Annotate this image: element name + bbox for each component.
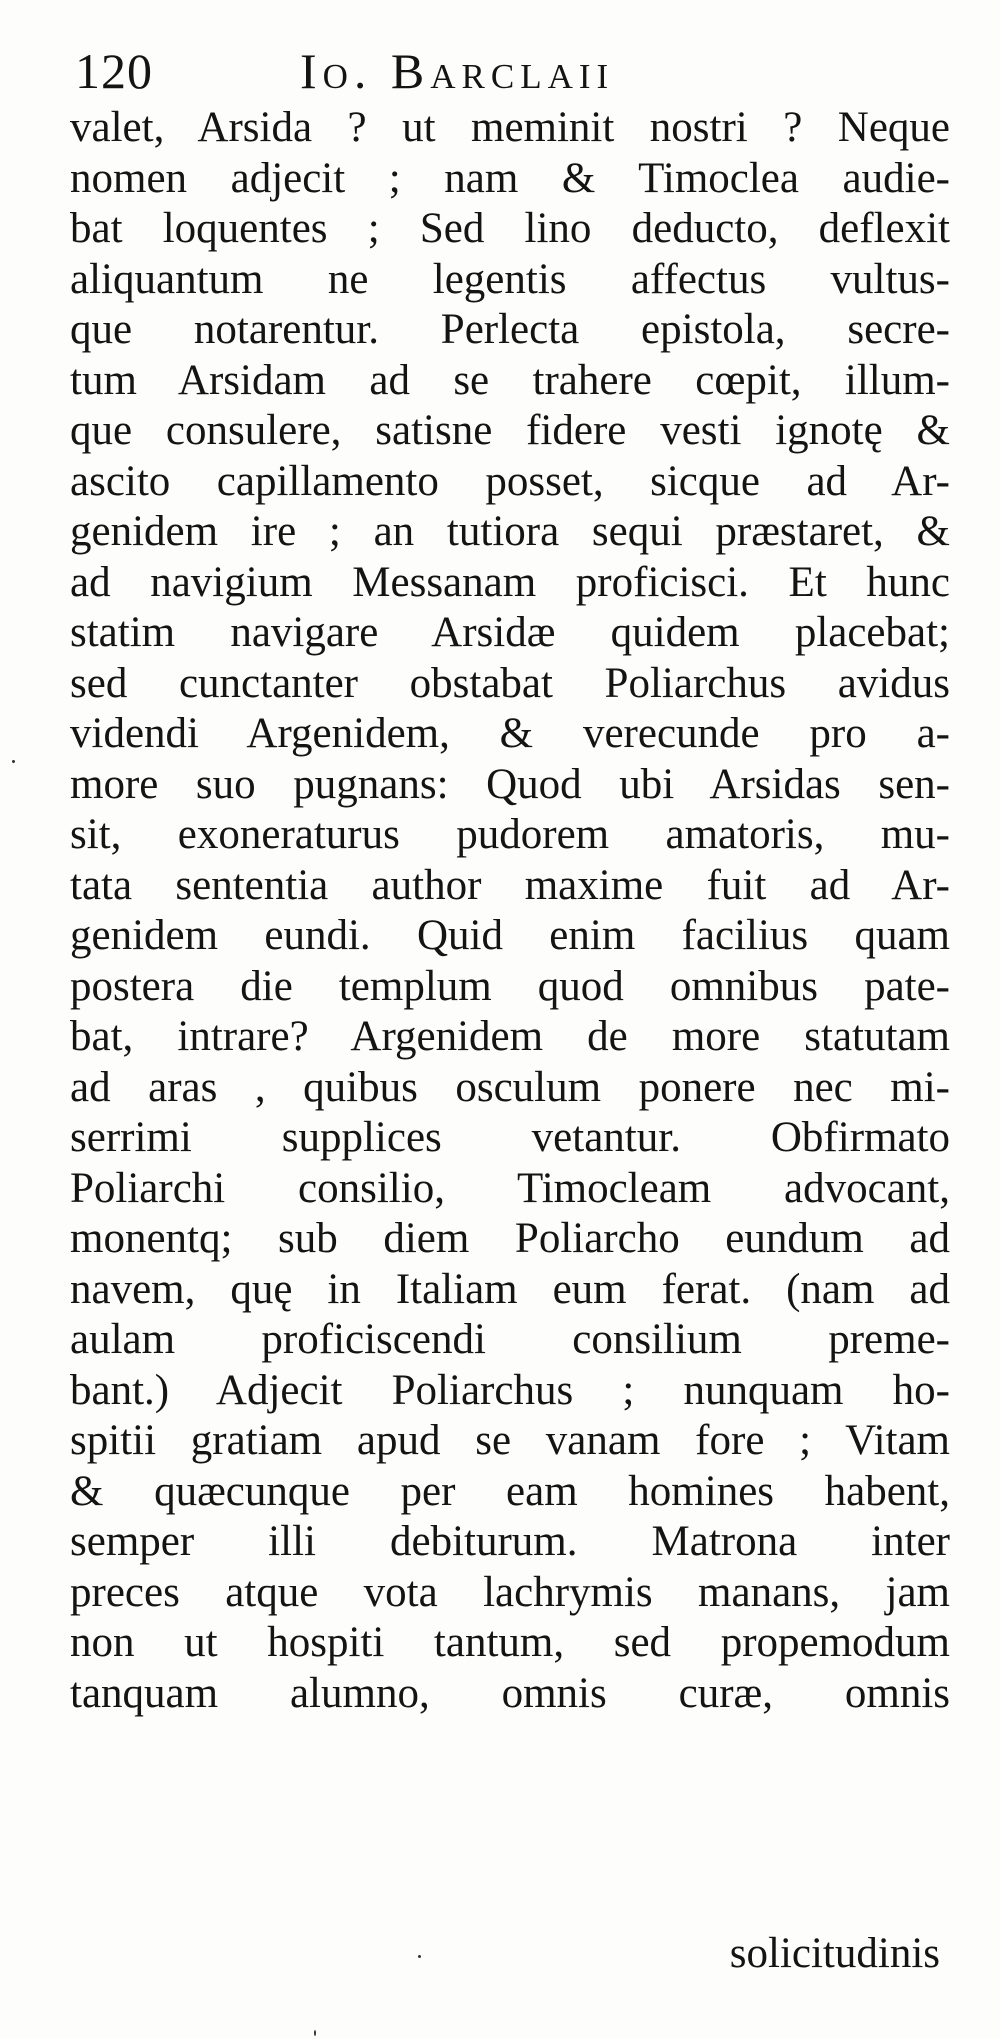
text-line: ascito capillamento posset, sicque ad Ar- [70, 457, 950, 505]
text-line: semper illi debiturum. Matrona inter [70, 1518, 950, 1565]
text-line: bat, intrare? Argenidem de more statutam [70, 1013, 950, 1060]
text-line: bat loquentes ; Sed lino deducto, deflexit [70, 205, 950, 252]
text-line: sed cunctanter obstabat Poliarchus avidus [70, 659, 950, 707]
text-line: serrimi supplices vetantur. Obfirmato [70, 1114, 950, 1161]
text-line: Poliarchi consilio, Timocleam advocant, [70, 1164, 950, 1212]
text-line: sit, exoneraturus pudorem amatoris, mu- [70, 811, 950, 858]
text-line: postera die templum quod omnibus pate- [70, 962, 950, 1010]
print-speck [418, 1955, 421, 1958]
text-line: videndi Argenidem, & verecunde pro a- [70, 710, 950, 757]
text-line: tanquam alumno, omnis curæ, omnis [70, 1669, 950, 1717]
page-number: 120 [75, 43, 153, 99]
catchword: solicitudinis [729, 1930, 940, 1977]
text-line: & quæcunque per eam homines habent, [70, 1467, 950, 1515]
text-line: valet, Arsida ? ut meminit nostri ? Neque [70, 104, 950, 151]
print-speck [314, 2030, 316, 2036]
print-speck [12, 760, 15, 763]
text-line: nomen adjecit ; nam & Timoclea audie- [70, 154, 950, 202]
text-line: tata sententia author maxime fuit ad Ar- [70, 861, 950, 909]
text-line: tum Arsidam ad se trahere cœpit, illum- [70, 356, 950, 404]
running-head [75, 36, 935, 106]
text-line: ad aras , quibus osculum ponere nec mi- [70, 1063, 950, 1111]
body-text [70, 103, 950, 1719]
text-line: genidem ire ; an tutiora sequi præstaret, & [70, 508, 950, 555]
text-line: monentq; sub diem Poliarcho eundum ad [70, 1215, 950, 1262]
text-line: bant.) Adjecit Poliarchus ; nunquam ho- [70, 1366, 950, 1414]
text-line: genidem eundi. Quid enim facilius quam [70, 912, 950, 959]
text-line: statim navigare Arsidæ quidem placebat; [70, 609, 950, 656]
text-line: navem, quę in Italiam eum ferat. (nam ad [70, 1265, 950, 1313]
text-line: ad navigium Messanam proficisci. Et hunc [70, 558, 950, 606]
text-line: aliquantum ne legentis affectus vultus- [70, 255, 950, 303]
text-line: spitii gratiam apud se vanam fore ; Vitam [70, 1417, 950, 1464]
text-line: more suo pugnans: Quod ubi Arsidas sen- [70, 760, 950, 808]
text-line: que consulere, satisne fidere vesti ignotę & [70, 407, 950, 454]
running-title: Io. Barclaii [300, 43, 615, 99]
text-line: non ut hospiti tantum, sed propemodum [70, 1619, 950, 1666]
text-line: preces atque vota lachrymis manans, jam [70, 1568, 950, 1616]
text-line: aulam proficiscendi consilium preme- [70, 1316, 950, 1363]
text-line: que notarentur. Perlecta epistola, secre- [70, 306, 950, 353]
